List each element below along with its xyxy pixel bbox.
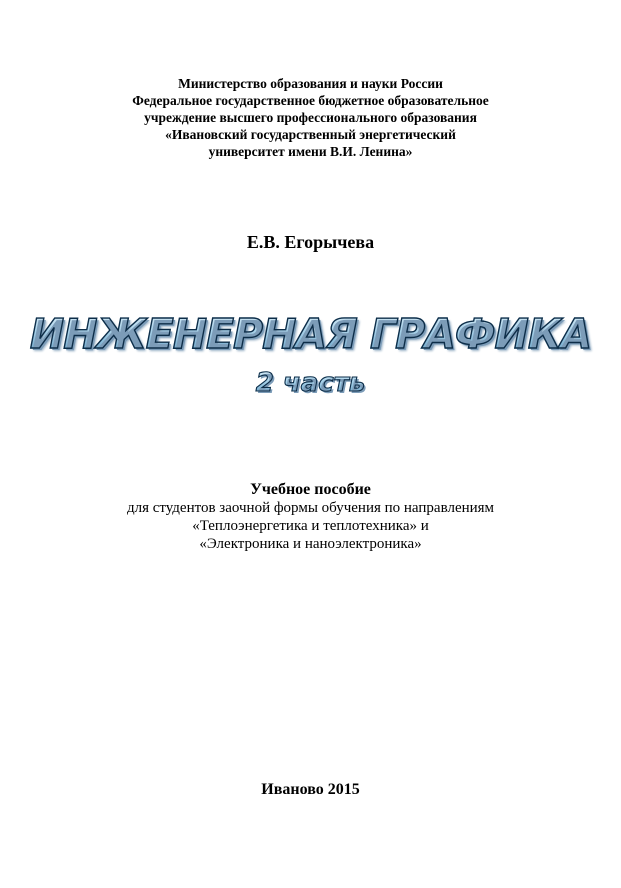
book-title: ИНЖЕНЕРНАЯ ГРАФИКА <box>0 306 621 362</box>
publication-description <box>0 480 621 553</box>
city-year: Иваново 2015 <box>261 781 360 798</box>
institution-line: учреждение высшего профессионального образования <box>144 110 477 125</box>
institution-line: университет имени В.И. Ленина» <box>208 144 413 159</box>
institution-line: «Ивановский государственный энергетический <box>165 127 456 142</box>
institution-header <box>0 75 621 160</box>
publication-type: Учебное пособие <box>250 481 371 498</box>
description-line: для студентов заочной формы обучения по направлениям <box>126 500 495 516</box>
description-line: «Теплоэнергетика и теплотехника» и <box>192 518 429 534</box>
description-line: «Электроника и наноэлектроника» <box>199 536 422 552</box>
institution-line: Министерство образования и науки России <box>178 76 443 91</box>
part-label: 2 часть <box>0 366 621 400</box>
title-block <box>0 306 621 400</box>
institution-line: Федеральное государственное бюджетное образовательное <box>132 93 489 108</box>
author-name: Е.В. Егорычева <box>246 232 375 252</box>
